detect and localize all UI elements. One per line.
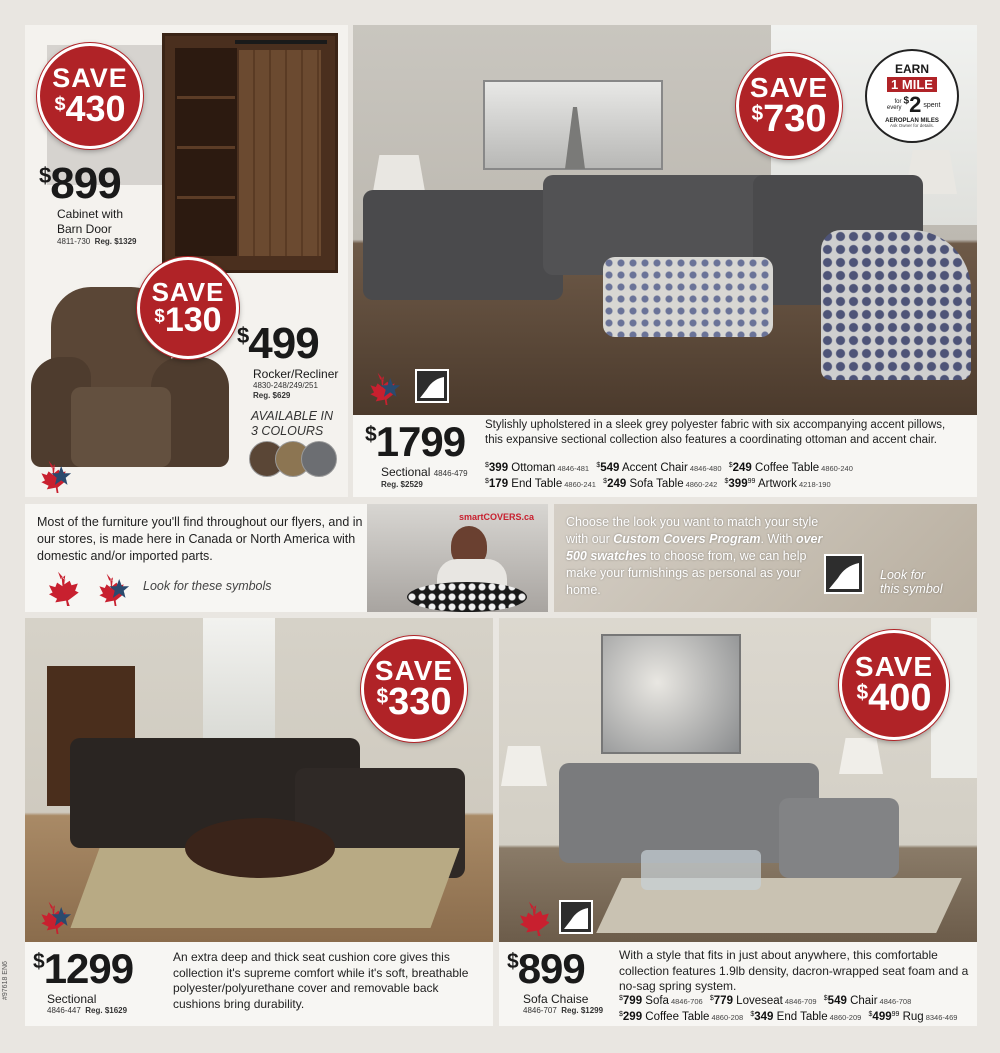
save-amount: $330 (376, 681, 452, 724)
look-for-symbols-label: Look for these symbols (143, 579, 272, 593)
recliner-reg: Reg. $629 (253, 391, 291, 400)
custom-covers-icon (559, 900, 593, 934)
aeroplan-miles: 1 MILE (887, 77, 937, 92)
pricelist-item: $179 End Table 4860-241 (485, 477, 596, 490)
leather-sectional-price: $1299 (33, 945, 134, 992)
flyer-code: #97618 EN6 (2, 961, 9, 1000)
pricelist-item: $249 Coffee Table 4860-240 (728, 462, 853, 474)
sofa-chaise-sku: 4846-707 Reg. $1299 (523, 1006, 604, 1015)
made-in-canada-info-panel (25, 504, 548, 612)
sofa-chaise-price: $899 (507, 945, 585, 992)
cabinet-name: Cabinet with Barn Door (57, 207, 124, 236)
grey-sectional-price: $1799 (365, 418, 466, 465)
pricelist-item: $799 Sofa 4846-706 (619, 995, 703, 1007)
aeroplan-badge (865, 49, 959, 143)
patterned-ottoman (603, 257, 773, 337)
colour-swatches (249, 441, 339, 479)
leather-sectional-panel (25, 618, 493, 1026)
custom-covers-icon (415, 369, 449, 403)
aeroplan-spent: spent (923, 101, 941, 109)
recliner-colours-label: AVAILABLE IN 3 COLOURS (251, 409, 333, 438)
grey-sectional-panel (353, 25, 977, 497)
colour-swatch-grey[interactable] (301, 441, 337, 477)
aeroplan-brand: AEROPLAN MILES (885, 118, 939, 125)
leather-sectional-sku: 4846-447 Reg. $1629 (47, 1006, 128, 1015)
made-in-canada-icon (363, 369, 403, 405)
sofa-chaise-description: With a style that fits in just about anywhere, this comfortable collection features 1.9lb density, dacron-wrapped seat foam and a no-sag spring system. (619, 948, 969, 994)
sofa-chaise-save-badge (839, 630, 949, 740)
maple-leaf-icon (509, 900, 549, 936)
pricelist-item: $779 Loveseat 4846-709 (709, 995, 817, 1007)
recliner-save-badge (137, 257, 239, 359)
aeroplan-earn: EARN (894, 62, 929, 77)
grey-sectional-name: Sectional 4846-479 (381, 465, 468, 479)
cabinet-sku: 4811-730 Reg. $1329 (57, 237, 137, 246)
pier-artwork (483, 80, 663, 170)
sofa-chaise-panel (499, 618, 977, 1026)
grey-sectional-pricelist (485, 461, 971, 492)
save-word: SAVE (52, 63, 128, 94)
aeroplan-note: Ask Owner for details. (889, 123, 934, 129)
maple-leaf-icon (37, 570, 79, 606)
sofa-chaise-pricelist (619, 994, 975, 1025)
leather-sectional-name: Sectional (47, 992, 97, 1006)
cabinet-save-badge (37, 43, 143, 149)
recliner-price: $499 (237, 319, 319, 368)
blossom-artwork (601, 634, 741, 754)
factory-worker-photo (367, 504, 548, 612)
look-for-symbol-label: Look for this symbol (880, 568, 943, 597)
leather-sectional-description: An extra deep and thick seat cushion core gives this collection it's supreme comfort while it's soft, breathable polyester/polyurethane cover and removable back cushions bring durability. (173, 950, 469, 1011)
leather-save-badge (361, 636, 467, 742)
custom-covers-info-panel (554, 504, 977, 612)
save-amount: $730 (751, 98, 827, 141)
grey-sectional-save-badge (736, 53, 842, 159)
save-amount: $130 (154, 301, 222, 340)
cabinet-recliner-panel (25, 25, 348, 497)
made-in-canada-icon (33, 457, 75, 493)
made-in-canada-icon (33, 898, 75, 934)
recliner-name: Rocker/Recliner (253, 367, 339, 381)
made-in-canada-text: Most of the furniture you'll find throughout our flyers, and in our stores, is made here in Canada or North America with domestic and/or imported parts. (37, 515, 363, 563)
pricelist-item: $^{\$}399^{99}$ Artwork 4218-190 (724, 477, 831, 490)
cabinet-image (162, 33, 338, 273)
save-word: SAVE (854, 650, 934, 682)
pricelist-item: $^{\$}499^{99}$ Rug 8346-469 (868, 1010, 958, 1023)
save-word: SAVE (749, 71, 829, 103)
save-word: SAVE (374, 654, 454, 686)
custom-covers-text: Choose the look you want to match your style with our Custom Covers Program. With over 500 swatches to choose from, we can help make your furnishings as personal as your home. (566, 515, 823, 597)
maple-leaf-star-icon (91, 570, 133, 606)
aeroplan-for-every: for every (886, 99, 902, 112)
smartcovers-sign: smartCOVERS.ca (459, 512, 535, 522)
sofa-chaise-name: Sofa Chaise (523, 992, 589, 1006)
pricelist-item: $549 Accent Chair 4846-480 (596, 462, 722, 474)
pricelist-item: $549 Chair 4846-708 (823, 995, 912, 1007)
pricelist-row-2 (619, 1010, 975, 1026)
recliner-sku: 4830-248/249/251 (253, 381, 318, 390)
cabinet-price: $899 (39, 159, 121, 208)
pricelist-item: $399 Ottoman 4846-481 (485, 462, 590, 474)
aeroplan-amount-row (884, 94, 941, 116)
pricelist-item: $349 End Table 4860-209 (750, 1010, 862, 1023)
pricelist-row-1 (619, 994, 975, 1010)
pricelist-row-1 (485, 461, 971, 477)
aeroplan-amount: $2 (903, 92, 922, 118)
save-word: SAVE (151, 276, 225, 307)
accent-chair (821, 230, 971, 380)
grey-sectional-description: Stylishly upholstered in a sleek grey polyester fabric with six accompanying accent pillows, this expansive sectional collection also features a coordinating ottoman and accent chair. (485, 419, 946, 446)
save-amount: $430 (54, 87, 126, 129)
grey-sectional-reg: Reg. $2529 (381, 480, 423, 489)
save-amount: $400 (856, 677, 932, 720)
custom-covers-icon (824, 554, 864, 594)
pricelist-row-2 (485, 477, 971, 493)
pricelist-item: $299 Coffee Table 4860-208 (619, 1010, 744, 1023)
pricelist-item: $249 Sofa Table 4860-242 (603, 477, 718, 490)
